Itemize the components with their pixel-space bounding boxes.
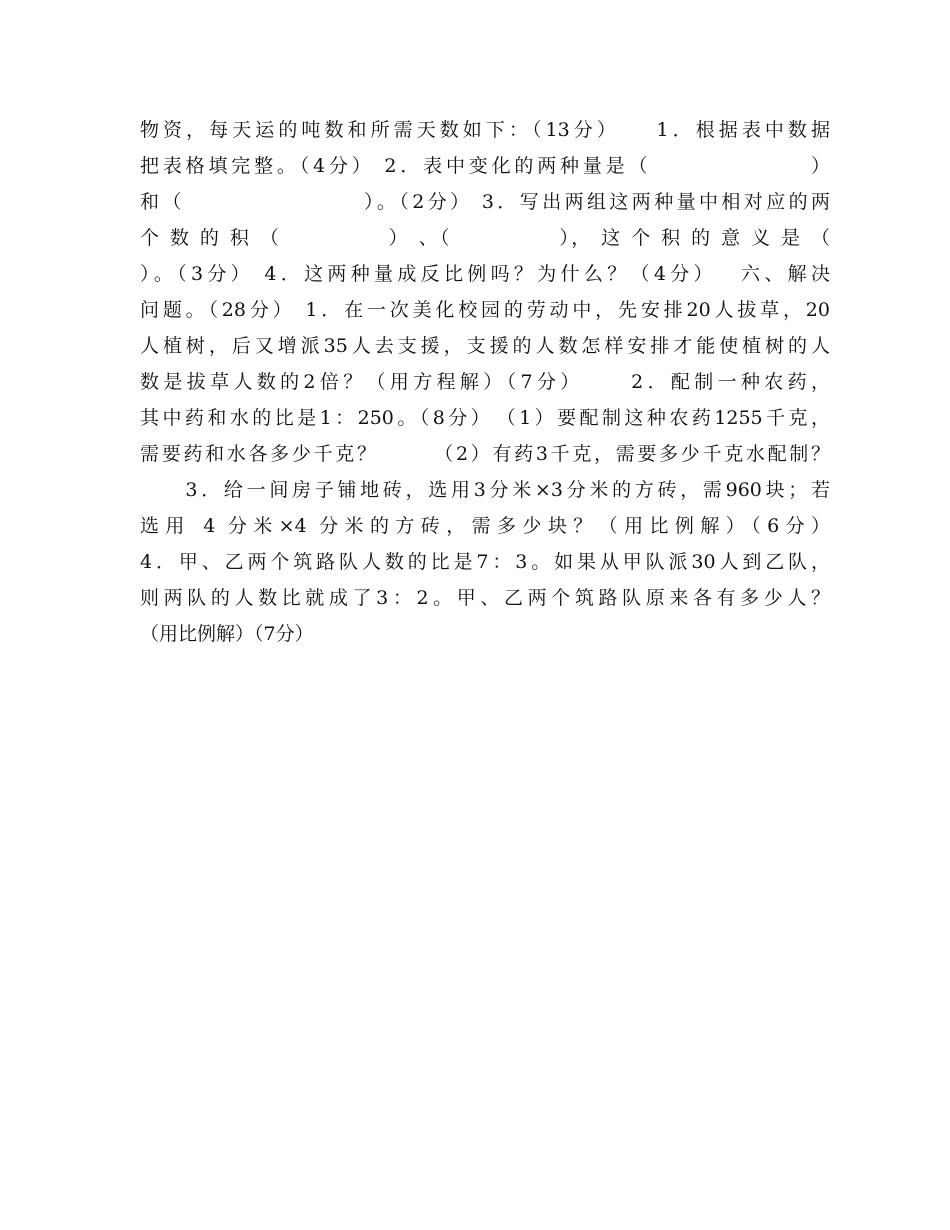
text-line-11: 3．给一间房子铺地砖，选用3分米×3分米的方砖，需960块；若 bbox=[140, 479, 830, 501]
text-line-3: 和（ ）。（2分） 3．写出两组这两种量中相对应的两 bbox=[140, 191, 830, 213]
text-line-13: 4．甲、乙两个筑路队人数的比是7：3。如果从甲队派30人到乙队， bbox=[140, 551, 830, 573]
text-line-5: ）。（3分） 4．这两种量成反比例吗？为什么？（4分） 六、解决 bbox=[140, 263, 830, 285]
text-line-12: 选用 4 分米×4 分米的方砖，需多少块？（用比例解）（6分） bbox=[140, 515, 830, 537]
text-line-10: 需要药和水各多少千克？ （2）有药3千克，需要多少千克水配制？ bbox=[140, 443, 830, 465]
problem-text bbox=[140, 112, 830, 652]
text-line-7: 人植树，后又增派35人去支援，支援的人数怎样安排才能使植树的人 bbox=[140, 335, 830, 357]
text-line-6: 问题。（28分） 1．在一次美化校园的劳动中，先安排20人拔草，20 bbox=[140, 299, 830, 321]
text-line-14: 则两队的人数比就成了3：2。甲、乙两个筑路队原来各有多少人？ bbox=[140, 587, 830, 609]
text-line-2: 把表格填完整。（4分） 2．表中变化的两种量是（ ） bbox=[140, 155, 830, 177]
text-line-1: 物资，每天运的吨数和所需天数如下：（13分） 1．根据表中数据 bbox=[140, 119, 830, 141]
text-line-15: （用比例解）（7分） bbox=[140, 623, 314, 645]
text-line-9: 其中药和水的比是1：250。（8分） （1）要配制这种农药1255千克， bbox=[140, 407, 830, 429]
text-line-8: 数是拔草人数的2倍？（用方程解）（7分） 2．配制一种农药， bbox=[140, 371, 830, 393]
text-line-4: 个 数 的 积 （ ） 、（ ）， 这 个 积 的 意 义 是 （ bbox=[140, 227, 830, 249]
